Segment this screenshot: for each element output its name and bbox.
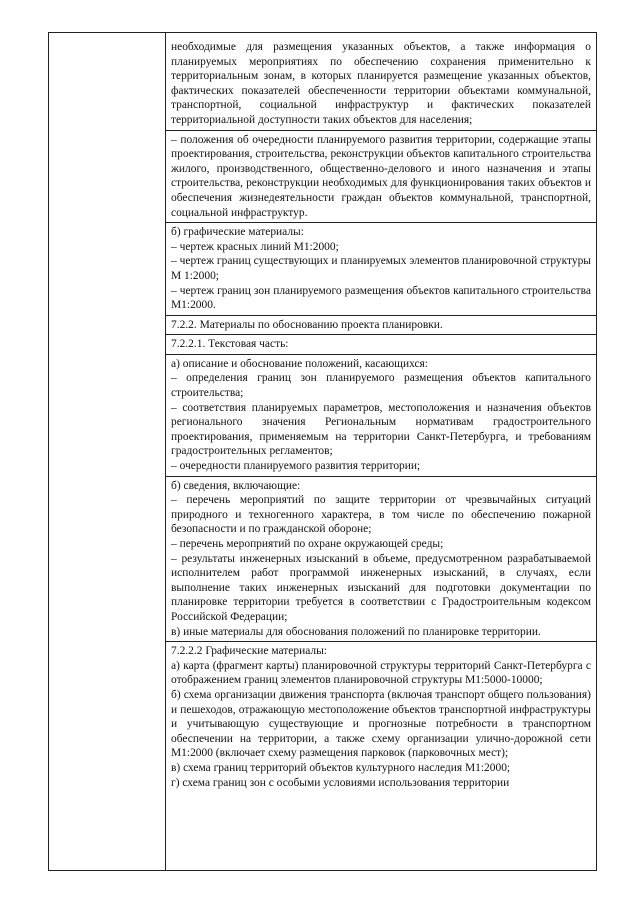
row-divider	[166, 130, 596, 131]
row-divider	[166, 315, 596, 316]
document-table	[48, 32, 597, 871]
row-divider	[166, 641, 596, 642]
paragraph-graphic-materials-justification: 7.2.2.2 Графические материалы: а) карта (фрагмент карты) планировочной структуры территорий Санкт-Петербурга с отображением границ элементов планировочной структуры М1:5000-10000; б) схема организации движения транспорта (включая транспорт общего пользования) и пешеходов, отражающую местоположение объектов транспортной инфраструктуры и учитывающую существующие и прогнозные потребности в транспортном обеспечении на территории, а также схему организации улично-дорожной сети М1:2000 (включает схему размещения парковок (парковочных мест); в) схема границ территорий объектов культурного наследия М1:2000; г) схема границ зон с особыми условиями использования территории	[171, 645, 591, 789]
table-left-column	[49, 33, 166, 870]
paragraph-graphic-materials: б) графические материалы: – чертеж красных линий М1:2000; – чертеж границ существующих и планируемых элементов планировочной структуры М 1:2000; – чертеж границ зон планируемого размещения объектов капитального строительства М1:2000.	[171, 226, 591, 312]
paragraph-infrastructure-info: необходимые для размещения указанных объектов, а также информация о планируемых мероприятиях по обеспечению сохранения применительно к территориальным зонам, в которых планируется размещение указанных объектов, фактических показателей обеспеченности территории объектами коммунальной, транспортной, социальной инфраструктур и фактических показателей территориальной доступности таких объектов для населения;	[171, 41, 591, 126]
table-right-column	[166, 33, 596, 870]
paragraph-information: б) сведения, включающие: – перечень мероприятий по защите территории от чрезвычайных ситуаций природного и техногенного характера, в том числе по обеспечению пожарной безопасности и по гражданской обороне; – перечень мероприятий по охране окружающей среды; – результаты инженерных изысканий в объеме, предусмотренном разрабатываемой исполнителем работ программой инженерных изысканий, в случаях, если выполнение таких инженерных изысканий для подготовки документации по планировке территории требуется в соответствии с Градостроительным кодексом Российской Федерации; в) иные материалы для обоснования положений по планировке территории.	[171, 479, 591, 638]
paragraph-justification: а) описание и обоснование положений, касающихся: – определения границ зон планируемого размещения объектов капитального строительства; – соответствия планируемых параметров, местоположения и назначения объектов регионального значения Региональным нормативам градостроительного проектирования, применяемым на территории Санкт-Петербурга, и требованиям градостроительных регламентов; – очередности планируемого развития территории;	[171, 357, 591, 473]
section-heading-7-2-2: 7.2.2. Материалы по обоснованию проекта планировки.	[171, 318, 443, 331]
paragraph-development-stages: – положения об очередности планируемого развития территории, содержащие этапы проектирования, строительства, реконструкции объектов капитального строительства жилого, производственного, общественно-делового и иного назначения и этапы строительства, реконструкции необходимых для функционирования таких объектов и обеспечения жизнедеятельности граждан объектов коммунальной, транспортной, социальной инфраструктур.	[171, 133, 591, 219]
section-heading-7-2-2-1: 7.2.2.1. Текстовая часть:	[171, 338, 289, 351]
row-divider	[166, 222, 596, 223]
row-divider	[166, 354, 596, 355]
row-divider	[166, 334, 596, 335]
row-divider	[166, 476, 596, 477]
